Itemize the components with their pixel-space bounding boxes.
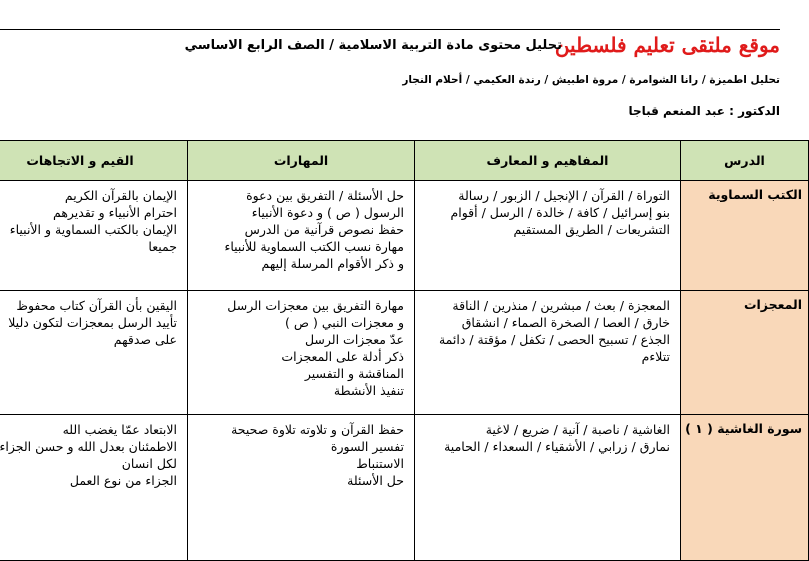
cell-line: اليقين بأن القرآن كتاب محفوظ [16,298,177,313]
concepts-cell [415,181,681,291]
header-values: القيم و الاتجاهات [0,141,188,181]
concepts-cell [415,415,681,561]
header-skills: المهارات [188,141,415,181]
cell-line: تأييد الرسل بمعجزات لتكون دليلا [8,315,177,330]
cell-line: الرسول ( ص ) و دعوة الأنبياء [251,205,404,220]
cell-line: الابتعاد عمّا يغضب الله [62,422,177,437]
lesson-cell: المعجزات [681,291,809,415]
lesson-cell: الكتب السماوية [681,181,809,291]
supervisor-line: الدكتور : عبد المنعم قباجا [628,104,780,118]
header-concepts: المفاهيم و المعارف [415,141,681,181]
cell-line: الإيمان بالقرآن الكريم [64,188,177,203]
table-grid [0,140,809,561]
cell-line: بنو إسرائيل / كافة / خالدة / الرسل / أقوام [450,205,670,220]
cell-line: خارق / العصا / الصخرة الصماء / انشقاق [461,315,670,330]
cell-line: الغاشية / ناصبة / آنية / ضريع / لاغية [485,422,670,437]
cell-line: نمارق / زرابي / الأشقياء / السعداء / الحامية [444,439,670,454]
cell-line: على صدقهم [113,332,177,347]
cell-line: عدّ معجزات الرسل [304,332,404,347]
site-brand-title: موقع ملتقى تعليم فلسطين [554,33,780,57]
cell-line: تفسير السورة [330,439,404,454]
cell-line: حفظ القرآن و تلاوته تلاوة صحيحة [231,422,404,437]
cell-line: الجذع / تسبيح الحصى / تكفل / مؤقتة / دائمة [438,332,670,347]
concepts-cell [415,291,681,415]
authors-line: تحليل اطميزة / رانا الشوامرة / مروة اطبيش / رندة العكيمي / أحلام النجار [402,74,780,86]
cell-line: الإيمان بالكتب السماوية و الأنبياء [9,222,177,237]
cell-line: و معجزات النبي ( ص ) [285,315,404,330]
skills-cell [188,291,415,415]
cell-line: تنفيذ الأنشطة [333,383,404,398]
cell-line: جميعا [148,239,177,254]
skills-cell [188,415,415,561]
cell-line: الاستنباط [356,456,404,471]
cell-line: حل الأسئلة / التفريق بين دعوة [246,188,404,203]
cell-line: التشريعات / الطريق المستقيم [513,222,670,237]
cell-line: التوراة / القرآن / الإنجيل / الزبور / رسالة [458,188,670,203]
cell-line: حفظ نصوص قرآنية من الدرس [244,222,404,237]
content-analysis-table [0,140,802,500]
cell-line: حل الأسئلة [347,473,404,488]
cell-line: و ذكر الأقوام المرسلة إليهم [261,256,404,271]
document-title: تحليل محتوى مادة التربية الاسلامية / الصف الرابع الاساسي [184,38,562,53]
values-cell [0,291,188,415]
cell-line: لكل انسان [121,456,177,471]
cell-line: المناقشة و التفسير [304,366,404,381]
cell-line: ذكر أدلة على المعجزات [281,349,404,364]
lesson-cell: سورة الغاشية ( ١ ) [681,415,809,561]
cell-line: مهارة نسب الكتب السماوية للأنبياء [224,239,404,254]
cell-line: الاطمئنان بعدل الله و حسن الجزاء [0,439,177,454]
cell-line: احترام الأنبياء و تقديرهم [53,205,177,220]
top-divider [0,29,780,30]
values-cell [0,415,188,561]
cell-line: المعجزة / بعث / مبشرين / منذرين / الناقة [452,298,670,313]
cell-line: تتلاءم [641,349,670,364]
header-lesson: الدرس [681,141,809,181]
skills-cell [188,181,415,291]
cell-line: الجزاء من نوع العمل [69,473,177,488]
cell-line: مهارة التفريق بين معجزات الرسل [227,298,404,313]
values-cell [0,181,188,291]
